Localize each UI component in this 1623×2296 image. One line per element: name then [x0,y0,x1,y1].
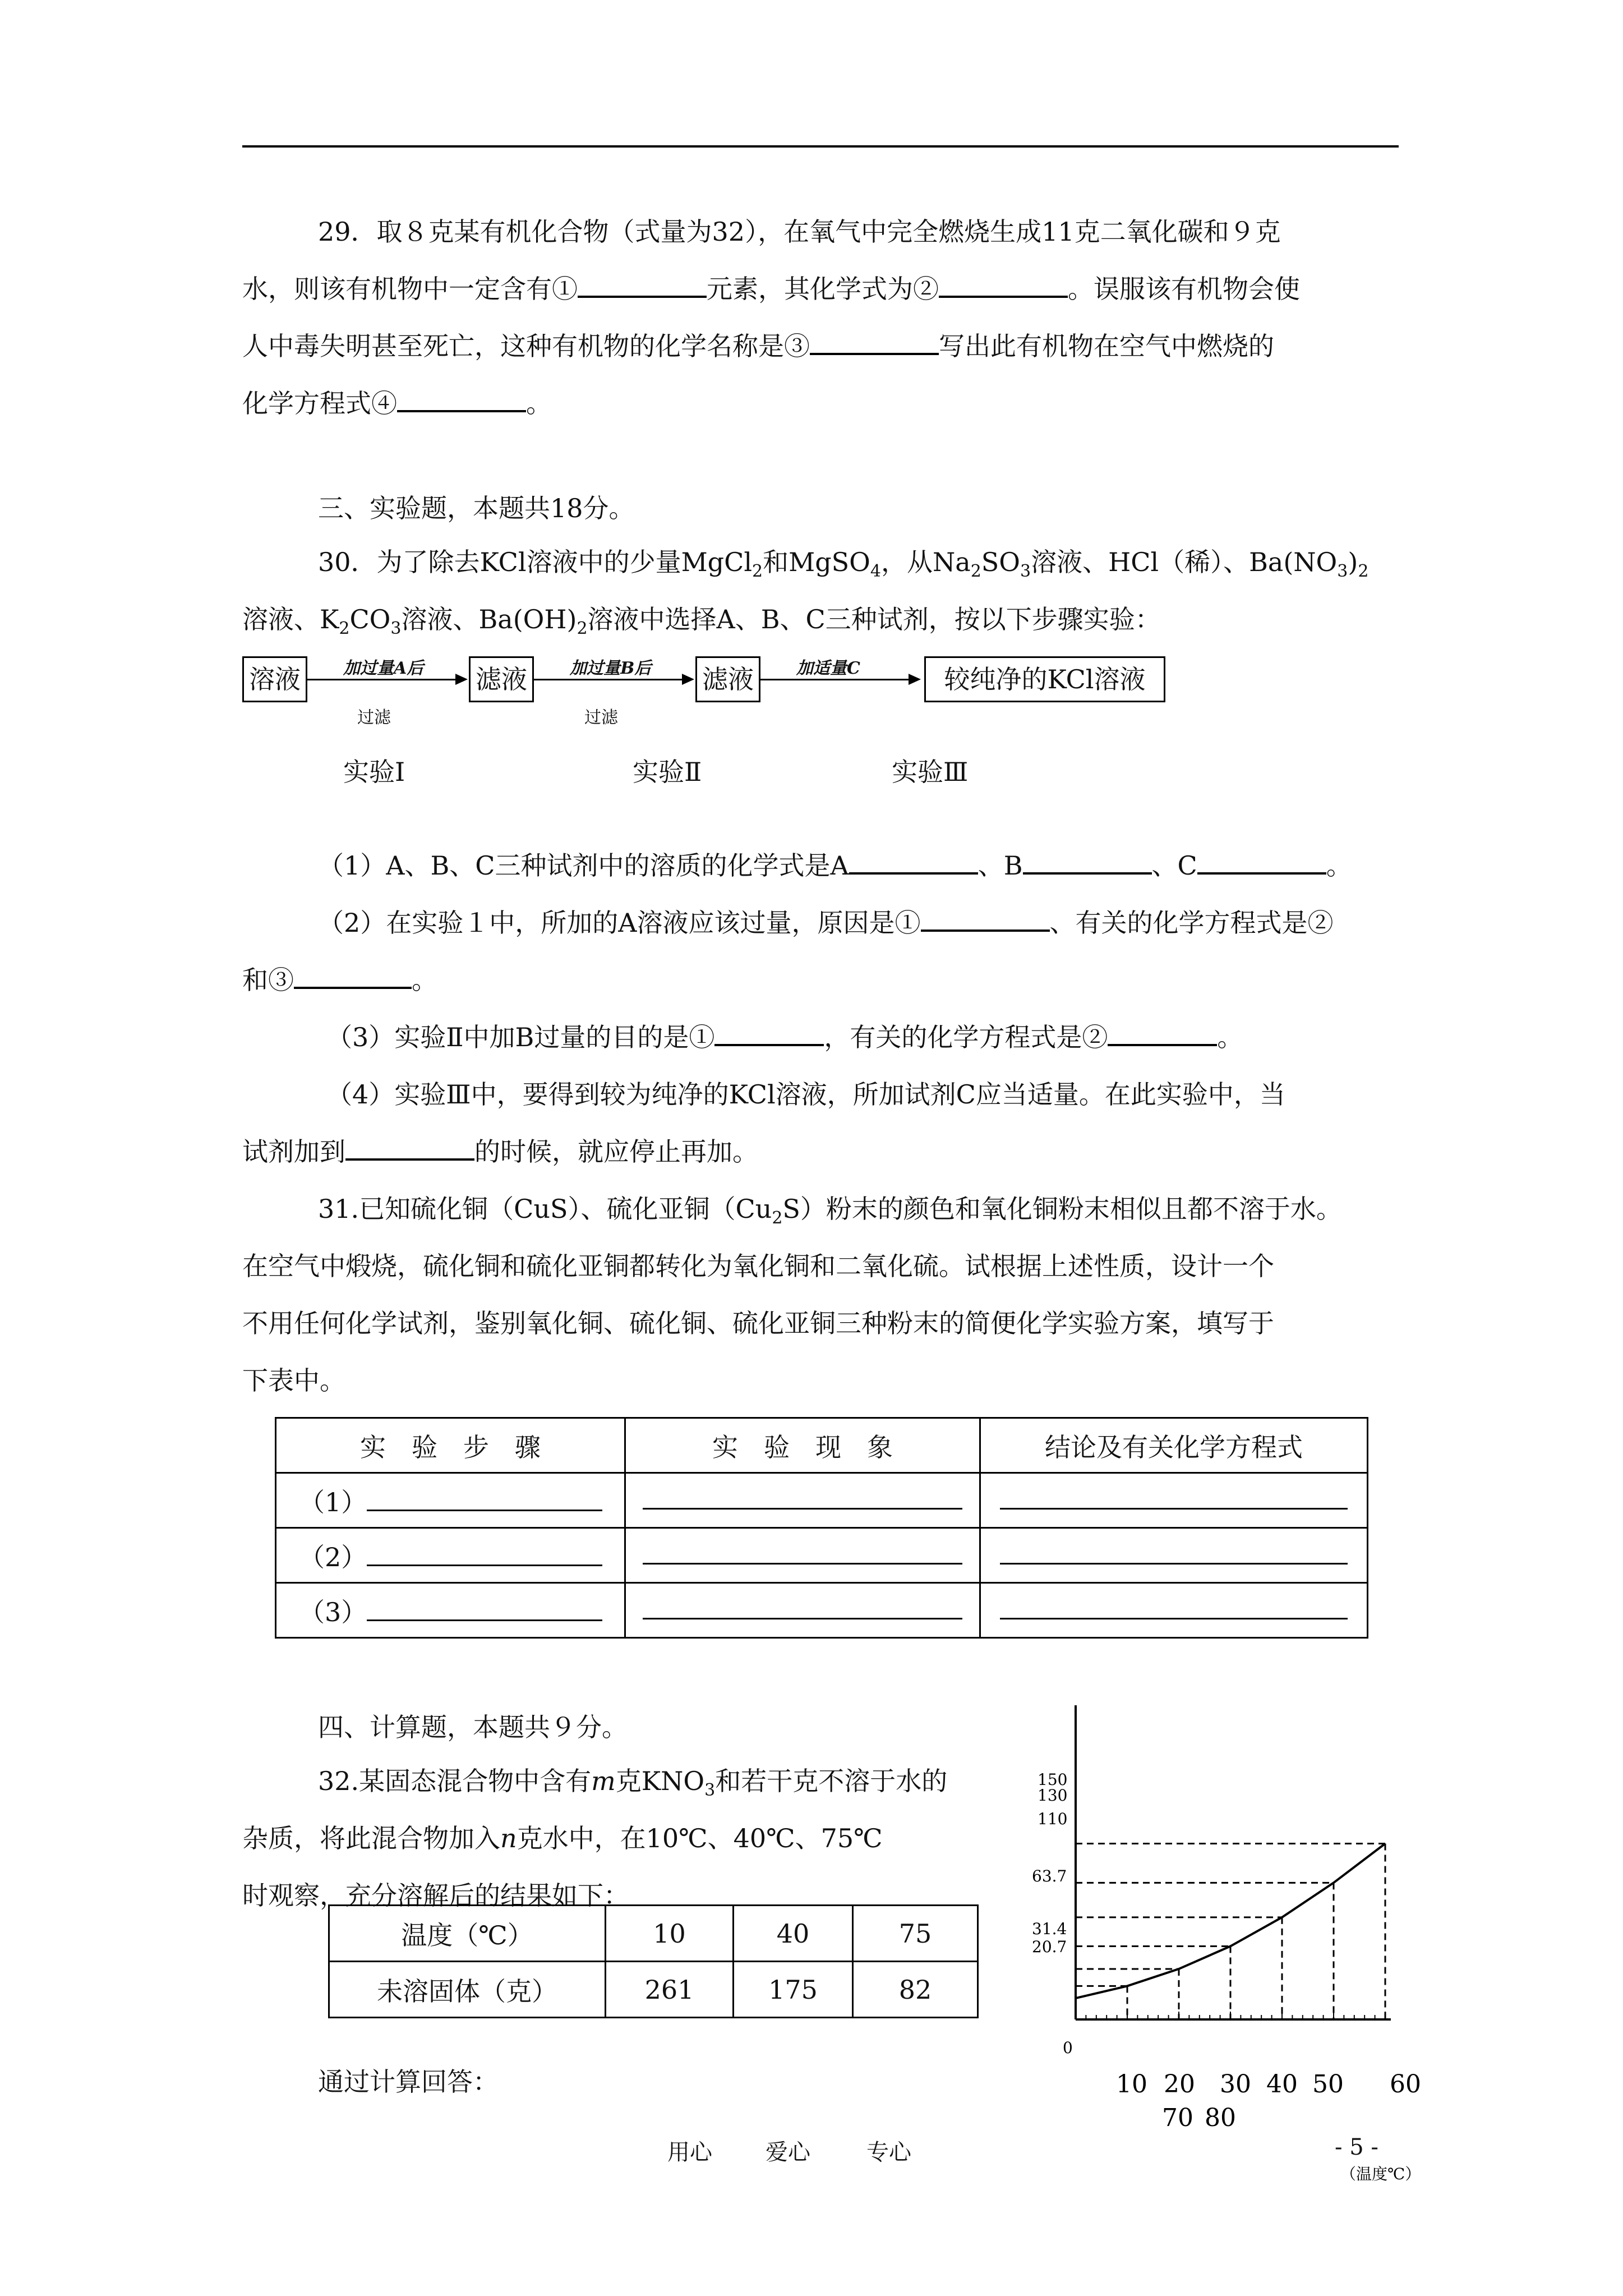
x-tick-label: 50 [1312,2070,1344,2099]
y-tick-label: 150 [1038,1770,1068,1789]
q30-part2-cont: 和③ 。 [242,951,1352,1009]
arrow-head-icon [909,674,921,685]
q32-line3: 时观察，充分溶解后的结果如下： [242,1880,629,1911]
footer-motto-1: 用心 [667,2139,712,2165]
experiment-label-3: 实验Ⅲ [892,757,969,787]
answer-blank[interactable] [939,270,1068,298]
x-tick-label: 10 [1116,2070,1147,2099]
table-header: 结论及有关化学方程式 [980,1418,1368,1473]
answer-blank[interactable] [1000,1485,1348,1510]
question-32 [242,1752,947,1924]
answer-blank[interactable] [714,1018,824,1046]
section-4-title: 四、计算题，本题共９分。 [318,1712,628,1742]
answer-blank[interactable] [643,1595,962,1619]
q31-line3: 不用任何化学试剂，鉴别氧化铜、硫化铜、硫化亚铜三种粉末的简便化学实验方案，填写于 [242,1308,1274,1338]
experiment-label-1: 实验Ⅰ [343,757,405,787]
y-tick-label: 31.4 [1032,1920,1067,1938]
table-row: 温度（℃） 10 40 75 [329,1906,978,1962]
table-header: 实 验 现 象 [625,1418,980,1473]
answer-blank[interactable] [578,270,707,298]
answer-blank[interactable] [810,327,939,355]
answer-blank[interactable] [849,846,978,875]
y-tick-label: 130 [1038,1786,1068,1805]
flow-arrow-label: 加过量B后 [570,659,652,678]
question-31 [242,1180,1342,1409]
y-tick-label: 63.7 [1032,1867,1067,1885]
experiment-flow [242,656,1196,735]
flow-box-product: 较纯净的KCl溶液 [924,656,1165,702]
x-tick-label: 70 [1162,2104,1193,2132]
answer-blank[interactable] [1023,846,1152,875]
header-rule [242,145,1399,148]
question-30 [242,533,1368,648]
table-row: （2） [276,1528,1368,1583]
answer-blank[interactable] [1000,1540,1348,1565]
q31-line4: 下表中。 [242,1365,345,1396]
flow-arrow-label: 加过量A后 [343,659,424,678]
q31-line2: 在空气中煅烧，硫化铜和硫化亚铜都转化为氧化铜和二氧化硫。试根据上述性质，设计一个 [242,1251,1274,1281]
y-axis-ticks [1032,1770,1067,1956]
q29-line3: 人中毒失明甚至死亡，这种有机物的化学名称是③ 写出此有机物在空气中燃烧的 [242,318,1300,375]
footer-motto-2: 爱心 [766,2139,810,2165]
flow-arrow [533,679,684,680]
answer-blank[interactable] [367,1597,602,1621]
answer-blank[interactable] [643,1540,962,1565]
x-axis-ticks [1116,2070,1421,2132]
answer-blank[interactable] [1197,846,1326,875]
solubility-table [328,1904,979,2018]
experiment-table [275,1417,1368,1639]
table-row: 未溶固体（克） 261 175 82 [329,1962,978,2018]
arrow-head-icon [682,674,694,685]
answer-blank[interactable] [367,1542,602,1566]
q30-part4: （4）实验Ⅲ中，要得到较为纯净的KCl溶液，所加试剂C应当适量。在此实验中，当 [326,1079,1285,1110]
x-tick-label: 80 [1205,2104,1236,2132]
y-tick-label: 20.7 [1032,1938,1067,1956]
q29-line2: 水，则该有机物中一定含有① 元素，其化学式为② 。误服该有机物会使 [242,260,1300,318]
answer-blank[interactable] [294,961,412,989]
x-tick-label: 20 [1164,2070,1195,2099]
q30-part1: （1）A、B、C三种试剂中的溶质的化学式是A 、B 、C 。 [242,837,1352,894]
origin-label: 0 [1063,2039,1073,2057]
experiment-label-2: 实验Ⅱ [633,757,702,787]
x-axis-label: （温度℃） [1340,2165,1421,2183]
q30-subquestions [242,837,1352,1180]
solubility-chart [953,1694,1514,2188]
flow-arrow-label: 加适量C [796,659,860,678]
flow-step-label: 过滤 [357,708,391,728]
q32-line2: 杂质，将此混合物加入n克水中，在10℃、40℃、75℃ [242,1823,883,1853]
q29-line4: 化学方程式④ 。 [242,375,1300,432]
question-29 [242,203,1300,432]
q32-line1: 32.某固态混合物中含有m克$KNO_3$和若干克不溶于水的 [318,1766,948,1800]
flow-box-solution: 溶液 [242,656,307,702]
chart-plot-area [1076,1844,1385,2020]
footer-motto-3: 专心 [866,2139,911,2165]
flow-arrow [306,679,458,680]
q30-part3: （3）实验Ⅱ中加B过量的目的是① ，有关的化学方程式是② 。 [242,1009,1352,1066]
answer-blank[interactable] [643,1485,962,1510]
flow-box-filtrate: 滤液 [469,656,534,702]
q29-line1: 29．取８克某有机化合物（式量为32），在氧气中完全燃烧生成11克二氧化碳和９克 [318,217,1281,247]
answer-blank[interactable] [367,1487,602,1511]
answer-blank[interactable] [1108,1018,1217,1046]
answer-blank[interactable] [921,904,1050,932]
flow-box-filtrate: 滤液 [695,656,760,702]
table-row: （1） [276,1473,1368,1528]
flow-arrow [759,679,911,680]
page-number: - 5 - [1335,2134,1378,2160]
flow-step-label: 过滤 [584,708,618,728]
answer-blank[interactable] [397,384,526,412]
q30-part2: （2）在实验１中，所加的A溶液应该过量，原因是① 、有关的化学方程式是② [242,894,1352,951]
table-header: 实 验 步 骤 [276,1418,625,1473]
q30-part4-cont: 试剂加到 的时候，就应停止再加。 [242,1123,1352,1180]
q31-line1: 31.已知硫化铜（CuS）、硫化亚铜$(Cu_2S)$粉末的颜色和氧化铜粉末相似且都不溶于水。 [318,1194,1342,1228]
answer-blank[interactable] [345,1133,474,1161]
x-tick-label: 40 [1266,2070,1298,2099]
x-tick-label: 30 [1220,2070,1251,2099]
y-tick-label: 110 [1038,1810,1068,1828]
q30-line2: 溶液、$K_2CO_3$溶液、$Ba(OH)_2$溶液中选择A、B、C三种试剂，按以下步骤实验： [242,604,1161,638]
arrow-head-icon [455,674,468,685]
q30-line1: 30．为了除去KCl溶液中的少量MgCl$_2$和MgSO$_4$，从$Na_2SO_3$溶液、HCl（稀）、$Ba(NO_3)_2$ [318,547,1369,581]
x-tick-label: 60 [1390,2070,1421,2099]
section-3-title: 三、实验题，本题共18分。 [318,493,635,523]
q32-ask: 通过计算回答： [318,2067,499,2097]
table-row: （3） [276,1583,1368,1638]
answer-blank[interactable] [1000,1595,1348,1619]
